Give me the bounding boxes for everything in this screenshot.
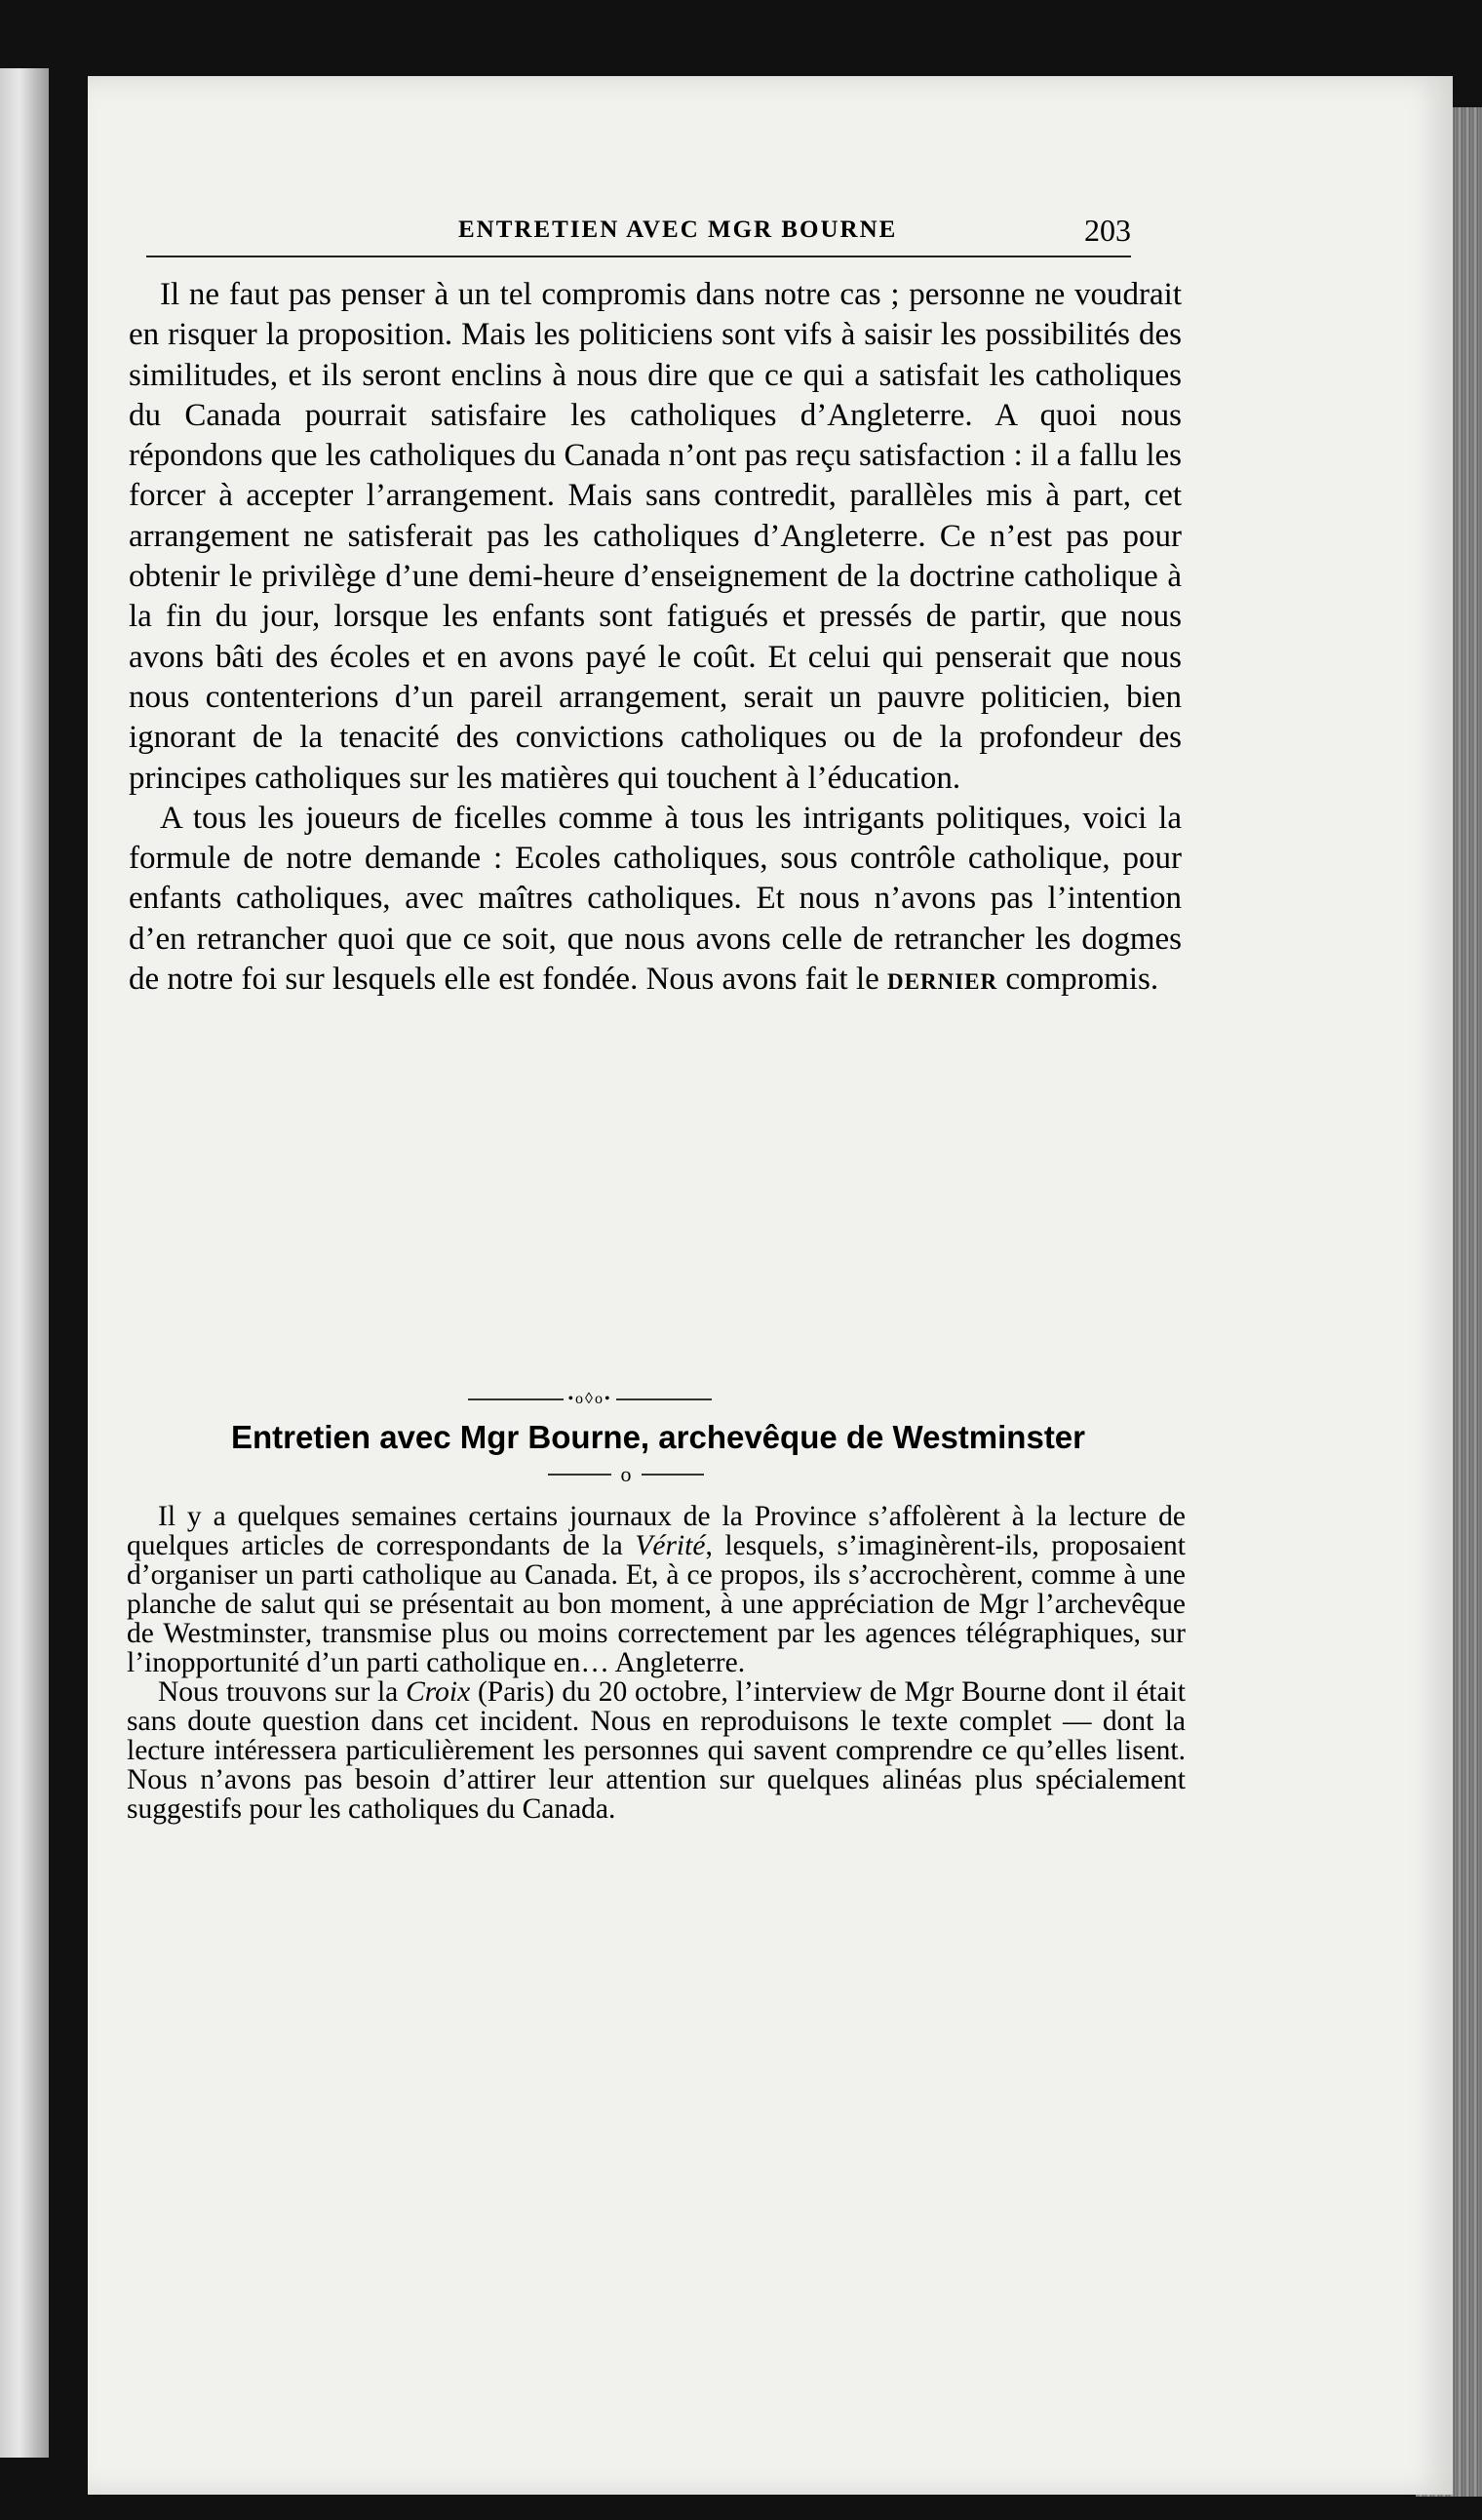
divider-line-left bbox=[468, 1398, 564, 1400]
article-p2-text-b: (Paris) du 20 octobre, l’interview de Mgr Bourne dont il était sans doute question dans cet incident. Nous en reproduisons le texte complet — dont la lecture intéressera particulièrement les personnes qui savent comprendre ce qu’elles lisent. Nous n’avons pas besoin d’attirer leur attention sur quelques alinéas plus spécialement suggestifs pour les catholiques du Canada. bbox=[127, 1676, 1186, 1825]
paragraph-2 bbox=[129, 799, 1182, 1000]
divider-glyph: •ο◊ο• bbox=[567, 1391, 612, 1407]
sub-ornament-glyph: o bbox=[620, 1462, 632, 1486]
verite-italic: Vérité bbox=[635, 1530, 706, 1561]
paragraph-1: Il ne faut pas penser à un tel compromis dans notre cas ; personne ne voudrait en risquer la proposition. Mais les politiciens sont vifs à saisir les possibilités des similitudes, et ils seront enclins à nous dire que ce qui a satisfait les catholiques du Canada pourrait satisfaire les catholiques d’Angleterre. A quoi nous répondons que les catholiques du Canada n’ont pas reçu satisfaction : il a fallu les forcer à accepter l’arrangement. Mais sans contredit, parallèles mis à part, cet arrangement ne satisferait pas les catholiques d’Angleterre. Ce n’est pas pour obtenir le privilège d’une demi-heure d’enseignement de la doctrine catholique à la fin du jour, lorsque les enfants sont fatigués et pressés de partir, que nous avons bâti des écoles et en avons payé le coût. Et celui qui penserait que nous nous contenterions d’un pareil arrangement, serait un pauvre politicien, bien ignorant de la tenacité des convictions catholiques ou de la profondeur des principes catholiques sur les matières qui touchent à l’éducation. bbox=[129, 277, 1182, 796]
article-p2-text-a: Nous trouvons sur la bbox=[158, 1676, 407, 1708]
page-number: 203 bbox=[1084, 213, 1131, 248]
dernier-smallcaps: dernier bbox=[887, 962, 998, 998]
article-p1-text-b: , lesquels, s’imaginèrent-ils, proposaient d’organiser un parti catholique au Canada. Et, à ce propos, ils s’accrochèrent, comme à une planche de salut qui se présentait au bon moment, à une appréciation de Mgr l’archevêque de Westminster, transmise plus ou moins correctement par les agences télégraphiques, sur l’inopportunité d’un parti catholique en… Angleterre. bbox=[127, 1530, 1186, 1678]
article-paragraph-1 bbox=[127, 1502, 1186, 1677]
body-text bbox=[129, 275, 1182, 1000]
divider-line-right bbox=[616, 1398, 712, 1400]
page-header bbox=[146, 213, 1131, 257]
article-text bbox=[127, 1502, 1186, 1824]
article-paragraph-2 bbox=[127, 1677, 1186, 1824]
title-sub-ornament bbox=[548, 1460, 704, 1489]
sub-line-left bbox=[548, 1474, 611, 1476]
paragraph-2-end: compromis. bbox=[997, 962, 1159, 998]
running-head: ENTRETIEN AVEC MGR BOURNE bbox=[458, 217, 898, 243]
article-p1-text-a: Il y a quelques semaines certains journaux de la Province s’affolèrent à la lecture de quelques articles de correspondants de la bbox=[127, 1501, 1186, 1561]
sub-line-right bbox=[642, 1474, 705, 1476]
section-divider-ornament bbox=[468, 1385, 712, 1414]
section-title: Entretien avec Mgr Bourne, archevêque de Westminster bbox=[231, 1419, 1085, 1455]
paragraph-2-start: A tous les joueurs de ficelles comme à tous les intrigants politiques, voici la formule de notre demande : Ecoles catholiques, sous contrôle catholique, pour enfants catholiques, avec maîtres catholiques. Et nous n’avons pas l’intention d’en retrancher quoi que ce soit, que nous avons celle de retrancher les dogmes de notre foi sur lesquels elle est fondée. Nous avons fait le bbox=[129, 800, 1182, 998]
adjacent-page-edge bbox=[0, 68, 49, 2458]
croix-italic: Croix bbox=[406, 1676, 471, 1708]
